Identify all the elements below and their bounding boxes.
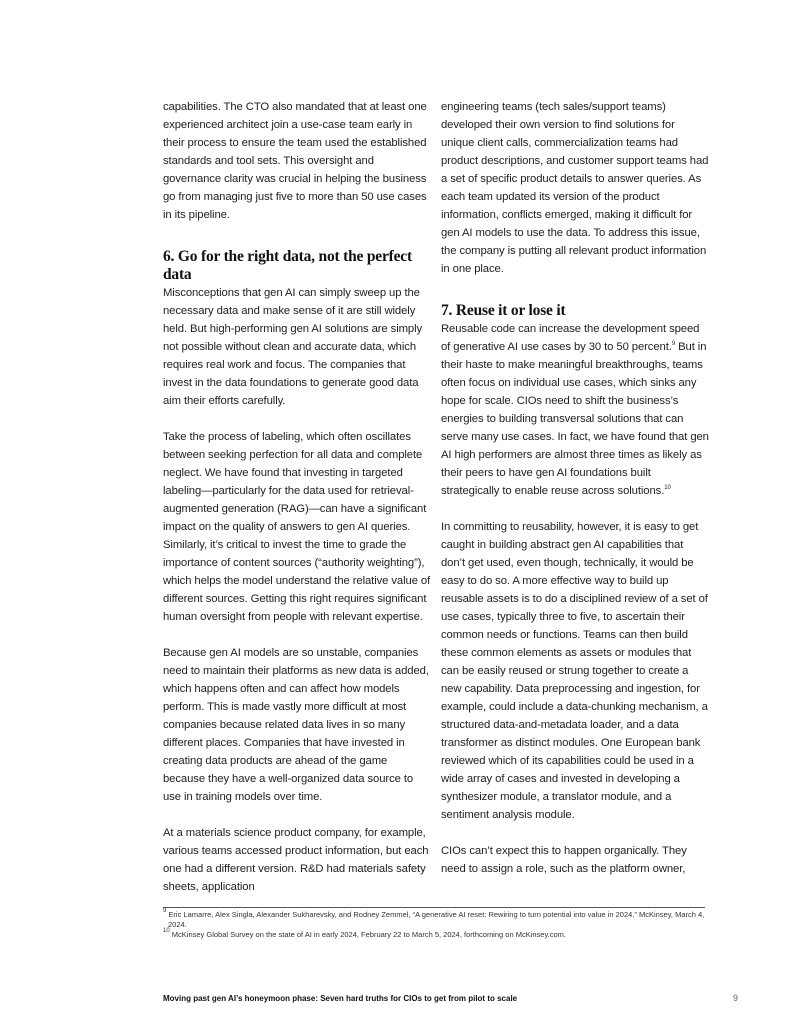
footnote-9: $^9$ Eric Lamarre, Alex Singla, Alexander Sukharevsky, and Rodney Zemmel, “A generative AI reset: Rewiring to turn potential into value in 2024,” McKinsey, March 4, 2024. (163, 908, 705, 929)
footnote-10: $^{10}$ McKinsey Global Survey on the state of AI in early 2024, February 22 to March 5, 2024, forthcoming on McKinsey.com. (163, 928, 566, 939)
section-heading-6: 6. Go for the right data, not the perfect data (163, 248, 412, 283)
footnote-divider (163, 907, 705, 908)
page-number: 9 (733, 993, 739, 1003)
left-column (163, 98, 431, 914)
footer-title: Moving past gen AI’s honeymoon phase: Seven hard truths for CIOs to get from pilot to scale (163, 994, 518, 1003)
footnote-ref-10[interactable]: 10 (664, 485, 671, 491)
paragraph: Misconceptions that gen AI can simply sweep up the necessary data and make sense of it are still widely held. But high-performing gen AI solutions are simply not possible without clean and accurate data, which requires real work and focus. The companies that invest in the data foundations to generate good data aim their efforts carefully. (163, 287, 423, 407)
section-heading-7: 7. Reuse it or lose it (441, 302, 566, 319)
paragraph-intro-left: capabilities. The CTO also mandated that at least one experienced architect join a use-case team early in their process to ensure the team used the established standards and tool sets. This oversight and governance clarity was crucial in helping the business go from managing just five to more than 50 use cases in its pipeline. (163, 101, 427, 221)
footnotes (163, 910, 708, 940)
paragraph: In committing to reusability, however, it is easy to get caught in building abstract gen AI capabilities that don’t get used, even though, technically, it would be easy to do so. A more effective way to build up reusable assets is to do a disciplined review of a set of use cases, typically three to five, to ascertain their common needs or functions. Teams can then build these common elements as assets or modules that can be easily reused or strung together to create a new capability. Data preprocessing and ingestion, for example, could include a data-chunking mechanism, a structured data-and-metadata loader, and a data transformer as distinct modules. One European bank reviewed which of its capabilities could be used in a wide array of cases and invested in developing a synthesizer module, a translator module, and a sentiment analysis module. (441, 521, 708, 821)
paragraph-intro-right: engineering teams (tech sales/support teams) developed their own version to find solutions for unique client calls, commercialization teams had product descriptions, and customer support teams had a set of specific product details to answer queries. As each team updated its version of the product information, conflicts emerged, making it difficult for gen AI models to use the data. To address this issue, the company is putting all relevant product information in one place. (441, 101, 709, 275)
paragraph: CIOs can’t expect this to happen organically. They need to assign a role, such as the platform owner, (441, 845, 687, 875)
footnote-ref-9[interactable]: 9 (671, 341, 676, 347)
paragraph: Because gen AI models are so unstable, companies need to maintain their platforms as new data is added, which happens often and can affect how models perform. This is made vastly more difficult at most companies because related data lives in so many different places. Companies that have invested in creating data products are ahead of the game because they have a well-organized data source to use in training models over time. (163, 647, 429, 803)
paragraph: Reusable code can increase the development speed of generative AI use cases by 30 to 50 percent.$^9$ But in their haste to make meaningful breakthroughs, teams often focus on individual use cases, which sinks any hope for scale. CIOs need to shift the business’s energies to building transversal solutions that can serve many use cases. In fact, we have found that gen AI high performers are almost three times as likely as their peers to have gen AI foundations built strategically to enable reuse across solutions.$^{10}$ (441, 323, 709, 497)
paragraph: At a materials science product company, for example, various teams accessed product information, but each one had a different version. R&D had materials safety sheets, application (163, 827, 429, 893)
paragraph: Take the process of labeling, which often oscillates between seeking perfection for all data and complete neglect. We have found that investing in targeted labeling—particularly for the data used for retrieval-augmented generation (RAG)—can have a significant impact on the quality of answers to gen AI queries. Similarly, it’s critical to invest the time to grade the importance of content sources (“authority weighting”), which helps the model understand the relative value of different sources. Getting this right requires significant human oversight from people with relevant expertise. (163, 431, 431, 623)
right-column (441, 98, 709, 896)
